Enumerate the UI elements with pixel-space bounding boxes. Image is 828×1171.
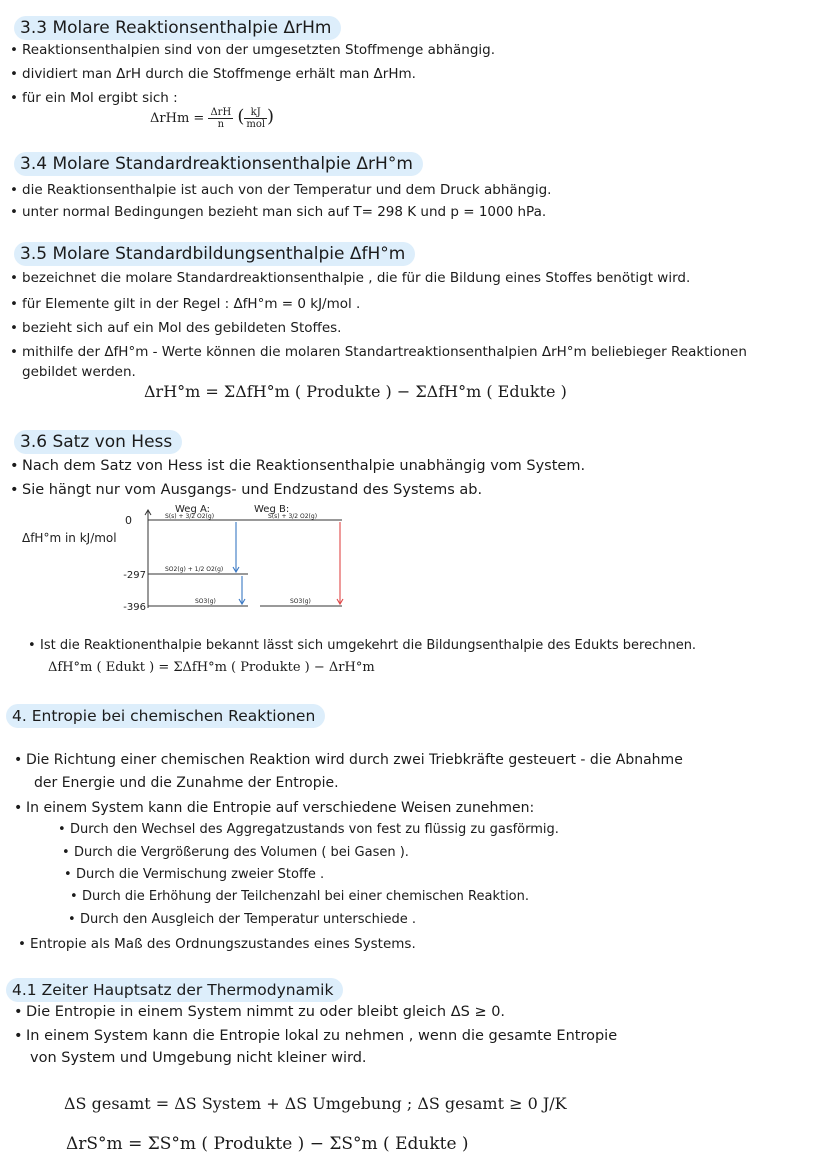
- diagram-ylabel: ΔfH°m in kJ/mol: [22, 531, 117, 545]
- bullet: • die Reaktionsenthalpie ist auch von der Temperatur und dem Druck abhängig.: [10, 182, 552, 198]
- bullet: • für Elemente gilt in der Regel : ΔfH°m = 0 kJ/mol .: [10, 296, 361, 312]
- bullet-continuation: der Energie und die Zunahme der Entropie.: [34, 775, 339, 791]
- heading-4: 4. Entropie bei chemischen Reaktionen: [6, 704, 325, 728]
- bullet: • Nach dem Satz von Hess ist die Reaktionsenthalpie unabhängig vom System.: [10, 458, 586, 474]
- heading-3-3: 3.3 Molare Reaktionsenthalpie ΔrHm: [14, 16, 341, 40]
- heading-3-5: 3.5 Molare Standardbildungsenthalpie ΔfH°m: [14, 242, 415, 266]
- total-entropy-formula: ΔS gesamt = ΔS System + ΔS Umgebung ; ΔS gesamt ≥ 0 J/K: [64, 1094, 567, 1113]
- sub-bullet: • Durch die Vergrößerung des Volumen ( bei Gasen ).: [62, 845, 409, 860]
- bullet: • bezeichnet die molare Standardreaktionsenthalpie , die für die Bildung eines Stoffes benötigt wird.: [10, 270, 691, 286]
- bullet: • Sie hängt nur vom Ausgangs- und Endzustand des Systems ab.: [10, 482, 483, 498]
- sub-bullet: • Durch die Vermischung zweier Stoffe .: [64, 867, 325, 882]
- bullet: • mithilfe der ΔfH°m - Werte können die molaren Standartreaktionsenthalpien ΔrH°m beliebieger Reaktionen: [10, 344, 747, 360]
- ytick-396: -396: [123, 602, 146, 613]
- sub-bullet: • Durch die Erhöhung der Teilchenzahl bei einer chemischen Reaktion.: [70, 889, 530, 904]
- weg-b-start-species: S(s) + 3/2 O2(g): [268, 513, 318, 520]
- heading-4-1: 4.1 Zeiter Hauptsatz der Thermodynamik: [6, 978, 343, 1002]
- weg-a-label: Weg A:: [175, 504, 211, 515]
- sub-bullet: • Durch den Wechsel des Aggregatzustands von fest zu flüssig zu gasförmig.: [58, 822, 559, 837]
- bullet: • unter normal Bedingungen bezieht man sich auf T= 298 K und p = 1000 hPa.: [10, 204, 547, 220]
- weg-b-label: Weg B:: [254, 504, 290, 515]
- ytick-297: -297: [123, 570, 146, 581]
- weg-a-intermediate-species: SO2(g) + 1/2 O2(g): [165, 566, 224, 573]
- heading-3-4: 3.4 Molare Standardreaktionsenthalpie ΔrH°m: [14, 152, 423, 176]
- ytick-0: 0: [125, 514, 132, 527]
- hess-energy-diagram: [0, 498, 420, 622]
- bullet: • für ein Mol ergibt sich :: [10, 90, 178, 106]
- bullet: • dividiert man ΔrH durch die Stoffmenge erhält man ΔrHm.: [10, 66, 416, 82]
- edukt-formation-enthalpy-formula: ΔfH°m ( Edukt ) = ΣΔfH°m ( Produkte ) − ΔrH°m: [48, 660, 375, 675]
- weg-a-start-species: S(s) + 3/2 O2(g): [165, 513, 215, 520]
- molar-enthalpy-formula: ΔrHm = $\frac{\text{ΔrH}}{n}$ ( $\frac{kJ}{\text{mol}}$ ): [150, 106, 275, 130]
- sub-bullet: • Durch den Ausgleich der Temperatur unterschiede .: [68, 912, 417, 927]
- bullet: • Reaktionsenthalpien sind von der umgesetzten Stoffmenge abhängig.: [10, 42, 496, 58]
- bullet: • Entropie als Maß des Ordnungszustandes eines Systems.: [18, 936, 416, 952]
- bullet-continuation: von System und Umgebung nicht kleiner wird.: [30, 1050, 367, 1066]
- weg-a-product-species: SO3(g): [195, 598, 216, 605]
- heading-3-6: 3.6 Satz von Hess: [14, 430, 182, 454]
- bullet: • In einem System kann die Entropie lokal zu nehmen , wenn die gesamte Entropie: [14, 1028, 618, 1044]
- reaction-entropy-formula: ΔrS°m = ΣS°m ( Produkte ) − ΣS°m ( Edukte ): [66, 1134, 469, 1154]
- bullet: • In einem System kann die Entropie auf verschiedene Weisen zunehmen:: [14, 800, 535, 816]
- weg-b-product-species: SO3(g): [290, 598, 311, 605]
- bullet: • Die Richtung einer chemischen Reaktion wird durch zwei Triebkräfte gesteuert - die Abnahme: [14, 752, 683, 768]
- bullet: • Ist die Reaktionenthalpie bekannt lässt sich umgekehrt die Bildungsenthalpie des Edukts berechnen.: [28, 638, 697, 653]
- bullet-continuation: gebildet werden.: [22, 364, 136, 380]
- bullet: • Die Entropie in einem System nimmt zu oder bleibt gleich ΔS ≥ 0.: [14, 1004, 506, 1020]
- standard-reaction-enthalpy-formula: ΔrH°m = ΣΔfH°m ( Produkte ) − ΣΔfH°m ( Edukte ): [144, 382, 567, 401]
- bullet: • bezieht sich auf ein Mol des gebildeten Stoffes.: [10, 320, 342, 336]
